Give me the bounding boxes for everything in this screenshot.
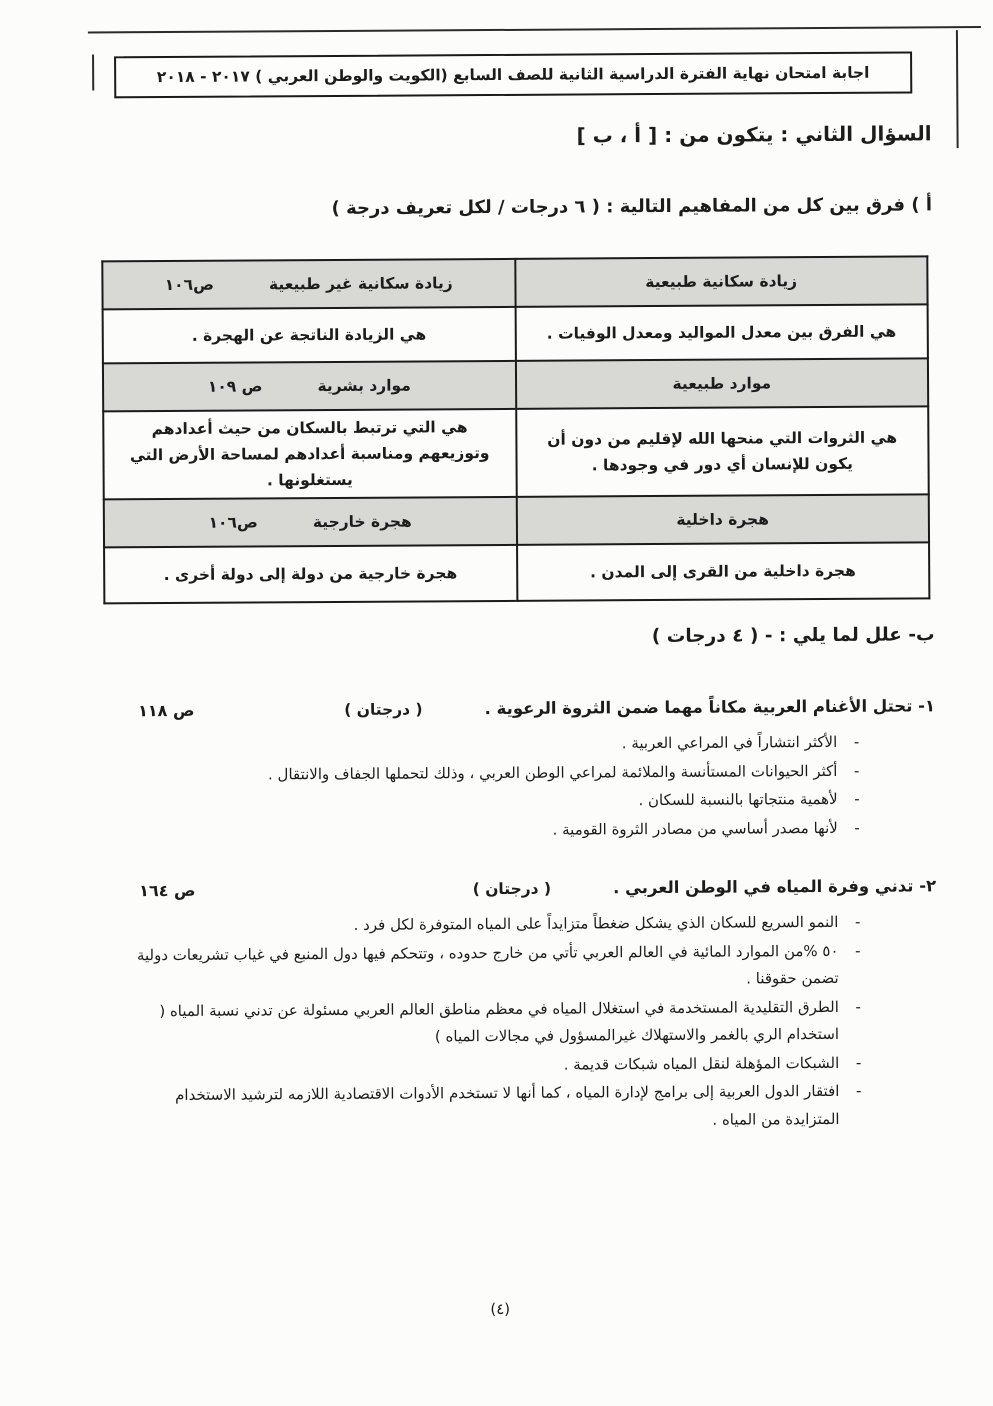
part-b-answers	[60, 691, 938, 1138]
reason-item: - الطرق التقليدية المستخدمة في استغلال المياه في معظم مناطق العالم العربي مسئولة عن تدني نسبة المياه ( استخدام الري بالغمر والاستهلاك غيرالمسؤول في مجالات المياه )	[62, 993, 937, 1053]
reasons-list	[60, 728, 936, 846]
reason-item: - ٥٠ %من الموارد المائية في العالم العربي تأتي من خارج حدوده ، وتتحكم فيها دول المنبع في غياب تشريعات دولية تضمن حقوقنا .	[61, 937, 936, 997]
definition-cell: هي الزيادة الناتجة عن الهجرة .	[103, 307, 516, 364]
definition-cell: هي الفرق بين معدل المواليد ومعدل الوفيات .	[515, 304, 928, 361]
term-label: موارد بشرية	[317, 376, 411, 396]
item-heading-row	[61, 871, 936, 906]
definition-cell: هجرة خارجية من دولة إلى دولة أخرى .	[104, 545, 517, 604]
reason-item: - افتقار الدول العربية إلى برامج لإدارة المياه ، كما أنها لا تستخدم الأدوات الاقتصادية اللازمه لترشيد الاستخدام المتزايدة من المياه .	[62, 1077, 937, 1137]
reasons-list	[61, 908, 937, 1137]
reason-item: - لأنها مصدر أساسي من مصادر الثروة القومية .	[61, 814, 936, 847]
item-title: ٢- تدني وفرة المياه في الوطن العربي .	[613, 876, 937, 898]
term-cell	[104, 497, 517, 548]
reasoning-item-2	[61, 871, 938, 1137]
term-row	[102, 256, 927, 309]
page-ref: ص١٠٦	[208, 513, 258, 532]
reason-item: - أكثر الحيوانات المستأنسة والملائمة لمراعي الوطن العربي ، وذلك لتحملها الجفاف والانتقال .	[60, 757, 935, 790]
page-ref: ص١٠٦	[164, 275, 214, 295]
item-title: ١- تحتل الأغنام العربية مكاناً مهما ضمن الثروة الرعوية .	[484, 696, 936, 719]
term-cell	[515, 256, 928, 307]
exam-header-box	[114, 51, 912, 98]
term-cell	[515, 358, 928, 409]
definition-row	[103, 406, 929, 499]
marks-label: ( درجتان )	[472, 879, 552, 899]
scan-edge-line-right	[956, 30, 959, 148]
reason-item: - لأهمية منتجاتها بالنسبة للسكان .	[61, 785, 936, 818]
term-label: زيادة سكانية طبيعية	[645, 272, 798, 292]
marks-label: ( درجتان )	[344, 700, 423, 719]
definition-row	[103, 304, 928, 363]
question-2-heading: السؤال الثاني : يتكون من : [ أ ، ب ]	[576, 121, 932, 148]
page-ref: ص ١٠٩	[207, 377, 263, 396]
reason-item: - الشبكات المؤهلة لنقل المياه شبكات قديمة .	[62, 1049, 937, 1082]
part-a-heading: أ ) فرق بين كل من المفاهيم التالية : ( ٦ درجات / لكل تعريف درجة )	[331, 194, 933, 219]
definition-row	[104, 542, 929, 603]
term-row	[103, 358, 928, 411]
page-ref: ص ١١٨	[137, 700, 195, 721]
term-cell	[102, 259, 515, 310]
reasoning-item-1	[60, 691, 936, 846]
term-row	[104, 494, 929, 547]
term-cell	[103, 361, 516, 412]
page-number: (٤)	[490, 1299, 511, 1319]
page-ref: ص ١٦٤	[139, 880, 196, 901]
scan-mark-left	[92, 54, 94, 90]
term-label: موارد طبيعية	[672, 374, 772, 393]
definition-cell: هجرة داخلية من القرى إلى المدن .	[517, 542, 930, 601]
term-label: هجرة خارجية	[312, 512, 412, 532]
term-cell	[516, 494, 929, 545]
reason-item: - النمو السريع للسكان الذي يشكل ضغطاً متزايداً على المياه المتوفرة لكل فرد .	[61, 908, 936, 941]
part-b-heading: ب- علل لما يلي : - ( ٤ درجات )	[651, 624, 935, 648]
exam-title: اجابة امتحان نهاية الفترة الدراسية الثانية للصف السابع (الكويت والوطن العربي ) ٢٠١٧ - ٢٠١٨	[156, 63, 870, 87]
reason-item: - الأكثر انتشاراً في المراعي العربية .	[60, 728, 935, 761]
definition-cell: هي التي ترتبط بالسكان من حيث أعدادهم وتوزيعهم ومناسبة أعدادهم لمساحة الأرض التي يستغلونها .	[103, 409, 516, 500]
term-label: زيادة سكانية غير طبيعية	[268, 274, 453, 294]
definitions-table	[101, 255, 930, 604]
definition-cell: هي الثروات التي منحها الله لإقليم من دون أن يكون للإنسان أي دور في وجودها .	[516, 406, 929, 497]
term-label: هجرة داخلية	[676, 510, 769, 529]
scan-edge-line-top	[88, 26, 981, 33]
item-heading-row	[60, 691, 935, 726]
